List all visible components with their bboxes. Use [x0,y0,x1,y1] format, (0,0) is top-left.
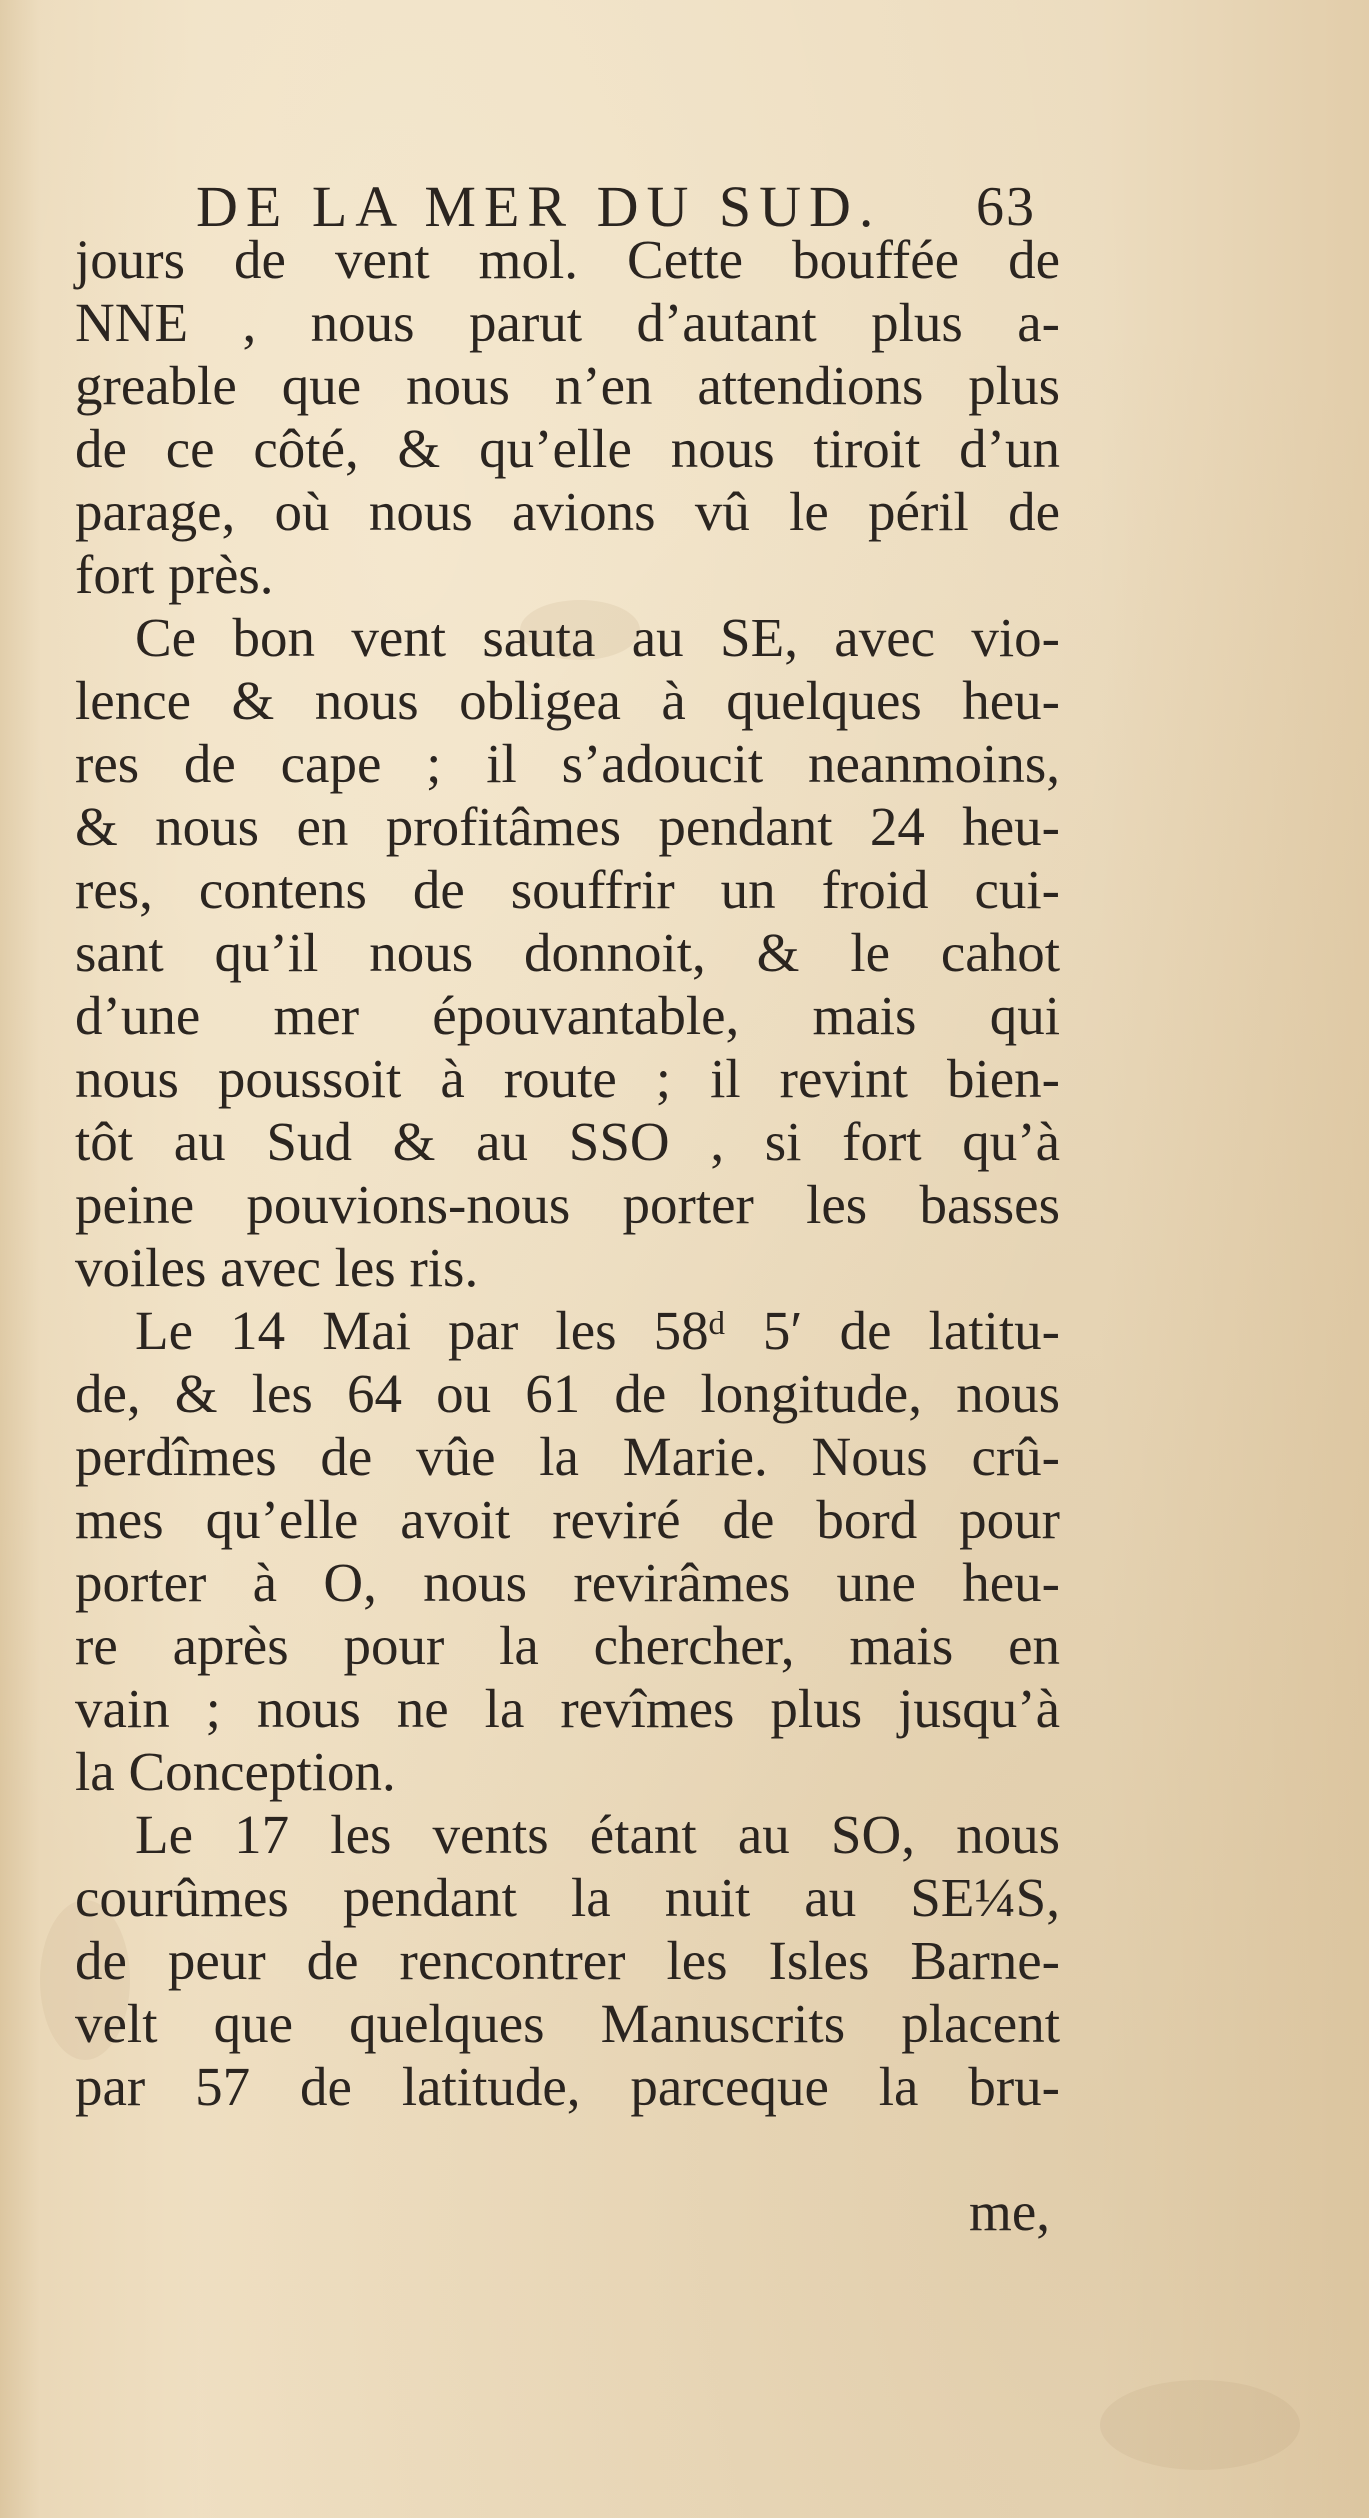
text-line: de, & les 64 ou 61 de longitude, nous [75,1363,1060,1424]
text-line: porter à O, nous revirâmes une heu- [75,1552,1060,1613]
text-line: lence & nous obligea à quelques heu- [75,670,1060,731]
text-line: sant qu’il nous donnoit, & le cahot [75,922,1060,983]
running-title: DE LA MER DU SUD. [196,174,882,239]
text-line: tôt au Sud & au SSO , si fort qu’à [75,1111,1060,1172]
text-line: greable que nous n’en attendions plus [75,355,1060,416]
text-line: parage, où nous avions vû le péril de [75,481,1060,542]
text-line: perdîmes de vûe la Marie. Nous crû- [75,1426,1060,1487]
page-number: 63 [976,176,1036,238]
text-line: jours de vent mol. Cette bouffée de [75,229,1060,290]
text-line: fort près. [75,544,274,605]
text-line: vain ; nous ne la revîmes plus jusqu’à [75,1678,1060,1739]
text-line: Le 14 Mai par les 58ᵈ 5′ de latitu- [135,1300,1060,1361]
text-line: re après pour la chercher, mais en [75,1615,1060,1676]
text-line: courûmes pendant la nuit au SE¼S, [75,1867,1060,1928]
text-line: de ce côté, & qu’elle nous tiroit d’un [75,418,1060,479]
text-line: voiles avec les ris. [75,1237,479,1298]
text-line: velt que quelques Manuscrits placent [75,1993,1060,2054]
text-line: peine pouvions-nous porter les basses [75,1174,1060,1235]
text-line: nous poussoit à route ; il revint bien- [75,1048,1060,1109]
text-line: Ce bon vent sauta au SE, avec vio- [135,607,1060,668]
text-line: & nous en profitâmes pendant 24 heu- [75,796,1060,857]
catchword: me, [969,2181,1050,2242]
paper-stain [1100,2380,1300,2470]
text-line: d’une mer épouvantable, mais qui [75,985,1060,1046]
text-line: par 57 de latitude, parceque la bru- [75,2056,1060,2117]
text-line: res de cape ; il s’adoucit neanmoins, [75,733,1060,794]
text-line: res, contens de souffrir un froid cui- [75,859,1060,920]
text-line: Le 17 les vents étant au SO, nous [135,1804,1060,1865]
text-line: mes qu’elle avoit reviré de bord pour [75,1489,1060,1550]
text-line: de peur de rencontrer les Isles Barne- [75,1930,1060,1991]
text-line: la Conception. [75,1741,396,1802]
body-text [75,228,1060,2118]
text-line: NNE , nous parut d’autant plus a- [75,292,1060,353]
